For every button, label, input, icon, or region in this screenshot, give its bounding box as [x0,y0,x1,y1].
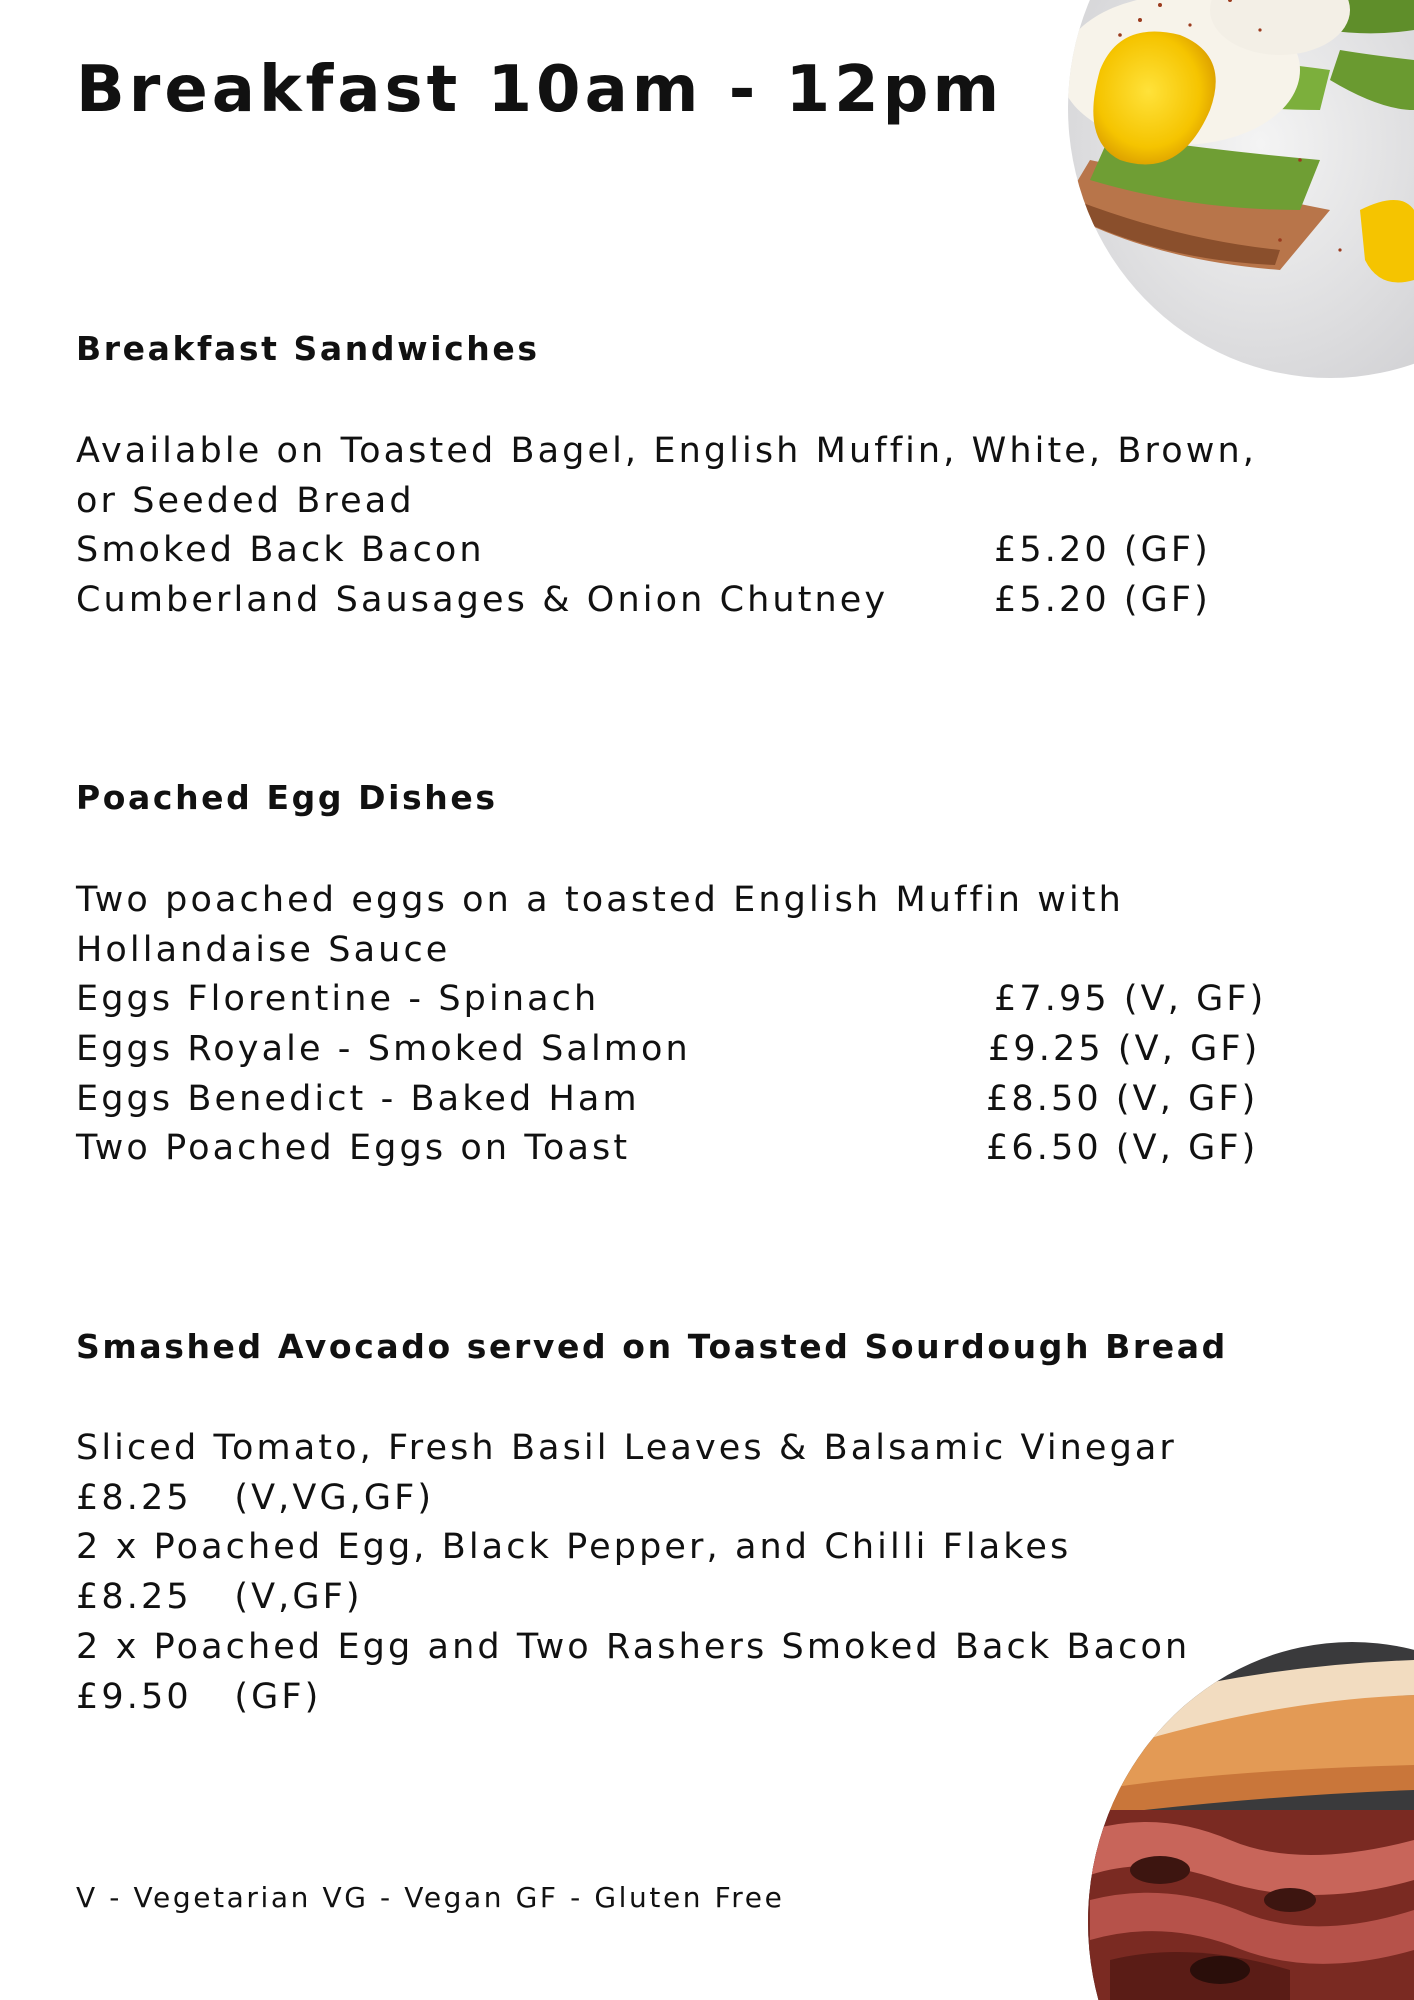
menu-item-name: Cumberland Sausages & Onion Chutney [76,580,889,620]
section-intro-line: Two poached eggs on a toasted English Muffin with [76,880,1124,920]
menu-item-name: Smoked Back Bacon [76,530,485,570]
section-heading-poached-egg-dishes: Poached Egg Dishes [76,778,498,817]
menu-item-price: £9.50 (GF) [76,1677,322,1717]
bacon-sandwich-photo [1070,1640,1414,2000]
menu-item-name: Sliced Tomato, Fresh Basil Leaves & Balsamic Vinegar [76,1428,1177,1468]
menu-item-price: £5.20 (GF) [994,530,1211,570]
menu-item-price: £8.25 (V,VG,GF) [76,1478,435,1518]
menu-item-name: Eggs Benedict - Baked Ham [76,1079,640,1119]
menu-item-name: Eggs Florentine - Spinach [76,979,600,1019]
menu-item-price: £8.50 (V, GF) [986,1079,1259,1119]
section-heading-smashed-avocado: Smashed Avocado served on Toasted Sourdough Bread [76,1327,1228,1366]
menu-item-name: 2 x Poached Egg and Two Rashers Smoked Back Bacon [76,1627,1191,1667]
section-intro-line: Available on Toasted Bagel, English Muffin, White, Brown, [76,431,1257,471]
section-intro-line: Hollandaise Sauce [76,930,451,970]
menu-item-name: Two Poached Eggs on Toast [76,1128,631,1168]
section-heading-breakfast-sandwiches: Breakfast Sandwiches [76,329,540,368]
menu-item-price: £8.25 (V,GF) [76,1577,363,1617]
menu-item-name: 2 x Poached Egg, Black Pepper, and Chilli Flakes [76,1527,1072,1567]
menu-item-price: £7.95 (V, GF) [994,979,1267,1019]
section-intro-line: or Seeded Bread [76,481,415,521]
menu-item-name: Eggs Royale - Smoked Salmon [76,1029,691,1069]
menu-item-price: £6.50 (V, GF) [986,1128,1259,1168]
menu-item-price: £5.20 (GF) [994,580,1211,620]
eggs-avocado-toast-photo [1030,0,1414,420]
menu-item-price: £9.25 (V, GF) [988,1029,1261,1069]
dietary-key: V - Vegetarian VG - Vegan GF - Gluten Free [76,1881,785,1914]
page-title: Breakfast 10am - 12pm [76,53,1004,127]
